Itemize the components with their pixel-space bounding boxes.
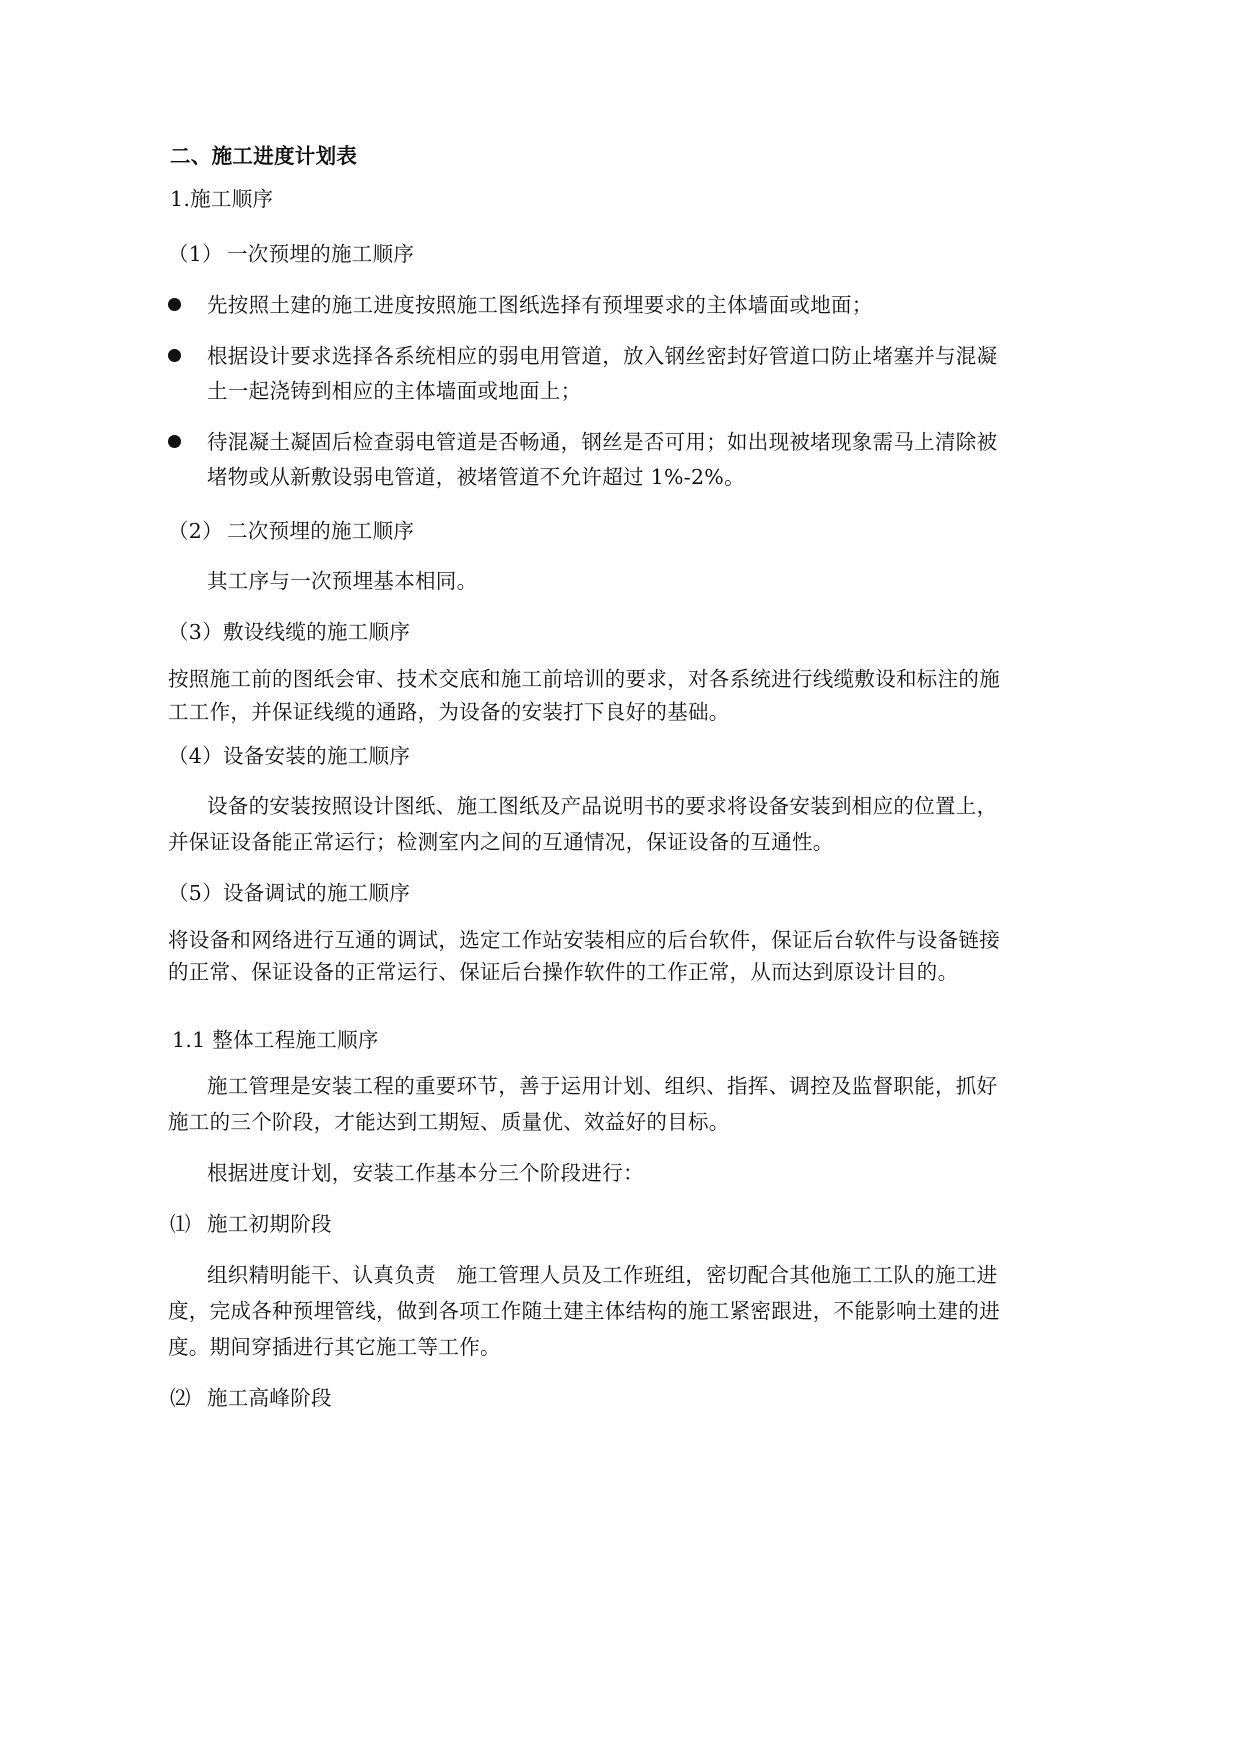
paragraph-line: 并保证设备能正常运行；检测室内之间的互通情况，保证设备的互通性。 (168, 830, 834, 854)
stage-title: 施工高峰阶段 (207, 1386, 332, 1410)
stage-number: ⑴ (170, 1212, 191, 1236)
paragraph-line: 设备的安装按照设计图纸、施工图纸及产品说明书的要求将设备安装到相应的位置上， (207, 794, 998, 818)
paragraph-line: 根据进度计划，安装工作基本分三个阶段进行： (207, 1161, 644, 1185)
bullet-icon (168, 435, 181, 448)
bullet-line: 土一起浇铸到相应的主体墙面或地面上； (207, 379, 582, 403)
paragraph-line: 的正常、保证设备的正常运行、保证后台操作软件的工作正常，从而达到原设计目的。 (168, 960, 959, 984)
subsection-title: （3）敷设线缆的施工顺序 (168, 620, 411, 644)
paragraph-line: 组织精明能干、认真负责 施工管理人员及工作班组，密切配合其他施工工队的施工进 (207, 1263, 998, 1287)
paragraph-line: 施工管理是安装工程的重要环节，善于运用计划、组织、指挥、调控及监督职能，抓好 (207, 1074, 998, 1098)
section-title: 1.1 整体工程施工顺序 (172, 1028, 379, 1052)
paragraph-line: 其工序与一次预埋基本相同。 (207, 569, 478, 593)
subsection-number: （1） (168, 242, 223, 266)
bullet-line: 堵物或从新敷设弱电管道，被堵管道不允许超过 1%-2%。 (207, 465, 745, 489)
section-title: 1.施工顺序 (170, 187, 274, 211)
bullet-icon (168, 349, 181, 362)
subsection-number: （2） (168, 519, 223, 543)
heading: 二、施工进度计划表 (170, 144, 358, 168)
paragraph-line: 将设备和网络进行互通的调试，选定工作站安装相应的后台软件，保证后台软件与设备链接 (168, 928, 1000, 952)
paragraph-line: 施工的三个阶段，才能达到工期短、质量优、效益好的目标。 (168, 1110, 730, 1134)
bullet-line: 先按照土建的施工进度按照施工图纸选择有预埋要求的主体墙面或地面； (207, 293, 873, 317)
paragraph-line: 工工作，并保证线缆的通路，为设备的安装打下良好的基础。 (168, 700, 730, 724)
bullet-icon (168, 298, 181, 311)
subsection-title: （4）设备安装的施工顺序 (168, 744, 411, 768)
paragraph-line: 度。期间穿插进行其它施工等工作。 (168, 1335, 501, 1359)
stage-title: 施工初期阶段 (207, 1212, 332, 1236)
paragraph-line: 按照施工前的图纸会审、技术交底和施工前培训的要求，对各系统进行线缆敷设和标注的施 (168, 667, 1000, 691)
stage-number: ⑵ (170, 1386, 191, 1410)
subsection-title: 二次预埋的施工顺序 (227, 519, 415, 543)
subsection-title: 一次预埋的施工顺序 (227, 242, 415, 266)
bullet-line: 待混凝土凝固后检查弱电管道是否畅通，钢丝是否可用；如出现被堵现象需马上清除被 (207, 430, 998, 454)
subsection-title: （5）设备调试的施工顺序 (168, 881, 411, 905)
paragraph-line: 度，完成各种预埋管线，做到各项工作随土建主体结构的施工紧密跟进，不能影响土建的进 (168, 1299, 1000, 1323)
bullet-line: 根据设计要求选择各系统相应的弱电用管道，放入钢丝密封好管道口防止堵塞并与混凝 (207, 344, 998, 368)
